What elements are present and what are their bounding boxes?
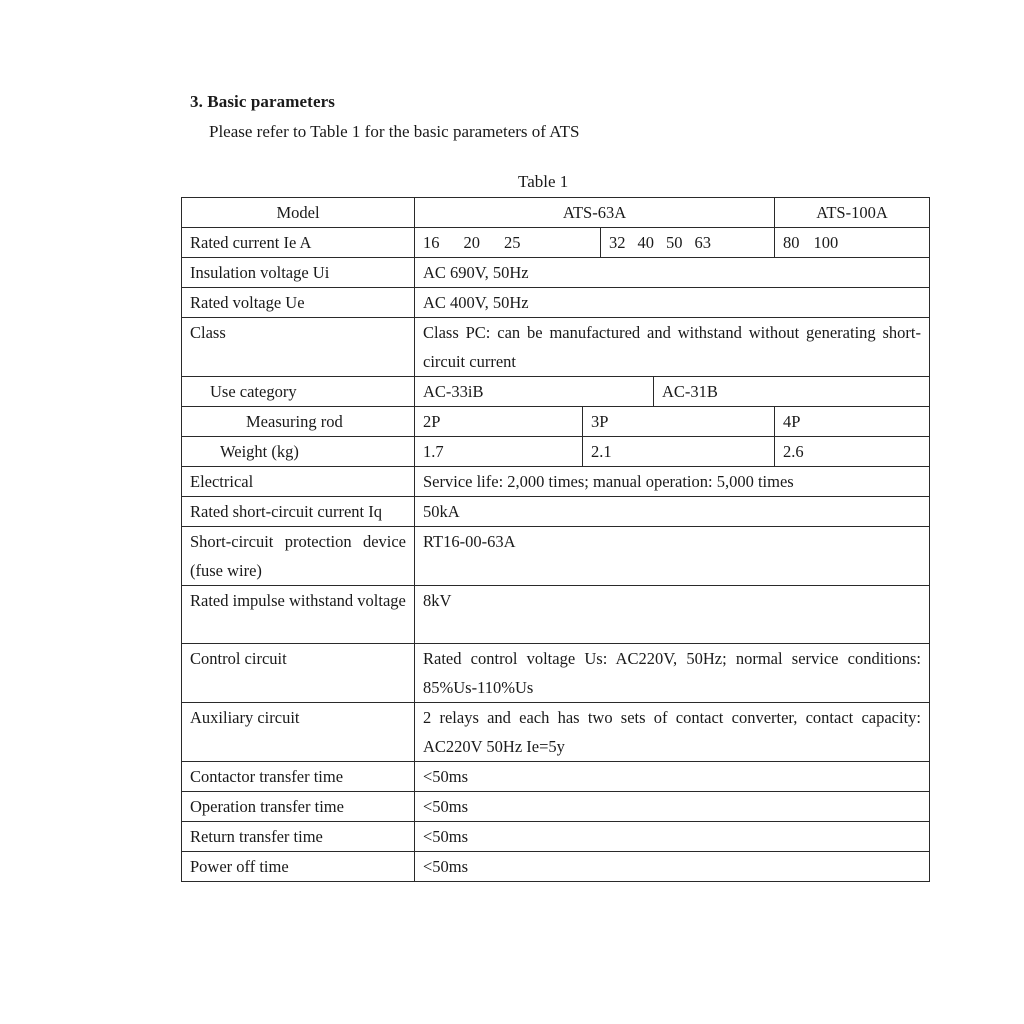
insulation-value: AC 690V, 50Hz [415, 258, 930, 288]
table-row [182, 258, 930, 288]
measuring-rod-2p: 2P [415, 407, 583, 437]
operation-time-label: Operation transfer time [182, 792, 415, 822]
short-circuit-current-value: 50kA [415, 497, 930, 527]
table-row [182, 852, 930, 882]
rated-current-group3 [775, 228, 930, 258]
current-value: 63 [694, 233, 711, 252]
current-value: 16 [423, 233, 440, 252]
class-label: Class [182, 318, 415, 377]
table-row [182, 288, 930, 318]
table-caption: Table 1 [518, 172, 569, 191]
current-value: 25 [504, 233, 521, 252]
table-row [182, 822, 930, 852]
weight-2p: 1.7 [415, 437, 583, 467]
contactor-time-value: <50ms [415, 762, 930, 792]
table-row [182, 762, 930, 792]
current-value: 50 [666, 233, 683, 252]
rated-voltage-label: Rated voltage Ue [182, 288, 415, 318]
table-row [182, 467, 930, 497]
current-value: 20 [463, 233, 480, 252]
weight-4p: 2.6 [775, 437, 930, 467]
model-label: Model [182, 198, 415, 228]
power-off-label: Power off time [182, 852, 415, 882]
contactor-time-label: Contactor transfer time [182, 762, 415, 792]
measuring-rod-4p: 4P [775, 407, 930, 437]
use-category-value-2: AC-31B [654, 377, 930, 407]
weight-label: Weight (kg) [182, 437, 415, 467]
use-category-value-1: AC-33iB [415, 377, 654, 407]
auxiliary-circuit-value: 2 relays and each has two sets of contact converter, contact capacity: AC220V 50Hz Ie=5y [415, 703, 930, 762]
table-row [182, 407, 930, 437]
current-value: 80 [783, 233, 800, 252]
section-intro: Please refer to Table 1 for the basic parameters of ATS [209, 122, 580, 141]
table-row [182, 437, 930, 467]
table-row [182, 377, 930, 407]
model-ats-63a: ATS-63A [415, 198, 775, 228]
table-row [182, 318, 930, 377]
weight-3p: 2.1 [583, 437, 775, 467]
protection-value: RT16-00-63A [415, 527, 930, 586]
rated-current-group1 [415, 228, 601, 258]
table-row [182, 644, 930, 703]
impulse-value: 8kV [415, 586, 930, 644]
control-circuit-label: Control circuit [182, 644, 415, 703]
table-row [182, 792, 930, 822]
current-value: 32 [609, 233, 626, 252]
use-category-label: Use category [182, 377, 415, 407]
current-value: 40 [637, 233, 654, 252]
insulation-label: Insulation voltage Ui [182, 258, 415, 288]
measuring-rod-3p: 3P [583, 407, 775, 437]
parameters-table [181, 197, 930, 882]
auxiliary-circuit-label: Auxiliary circuit [182, 703, 415, 762]
rated-current-label: Rated current Ie A [182, 228, 415, 258]
table-row [182, 198, 930, 228]
current-value: 100 [813, 233, 839, 252]
table-row [182, 703, 930, 762]
impulse-label: Rated impulse withstand voltage [182, 586, 415, 644]
operation-time-value: <50ms [415, 792, 930, 822]
control-circuit-value: Rated control voltage Us: AC220V, 50Hz; normal service conditions: 85%Us-110%Us [415, 644, 930, 703]
class-value: Class PC: can be manufactured and withstand without generating short-circuit current [415, 318, 930, 377]
power-off-value: <50ms [415, 852, 930, 882]
return-time-value: <50ms [415, 822, 930, 852]
section-heading: 3. Basic parameters [190, 92, 335, 111]
rated-voltage-value: AC 400V, 50Hz [415, 288, 930, 318]
protection-label: Short-circuit protection device (fuse wire) [182, 527, 415, 586]
electrical-label: Electrical [182, 467, 415, 497]
model-ats-100a: ATS-100A [775, 198, 930, 228]
table-row [182, 228, 930, 258]
table-row [182, 586, 930, 644]
electrical-value: Service life: 2,000 times; manual operation: 5,000 times [415, 467, 930, 497]
measuring-rod-label: Measuring rod [182, 407, 415, 437]
table-row [182, 497, 930, 527]
table-row [182, 527, 930, 586]
rated-current-group2 [601, 228, 775, 258]
short-circuit-current-label: Rated short-circuit current Iq [182, 497, 415, 527]
return-time-label: Return transfer time [182, 822, 415, 852]
